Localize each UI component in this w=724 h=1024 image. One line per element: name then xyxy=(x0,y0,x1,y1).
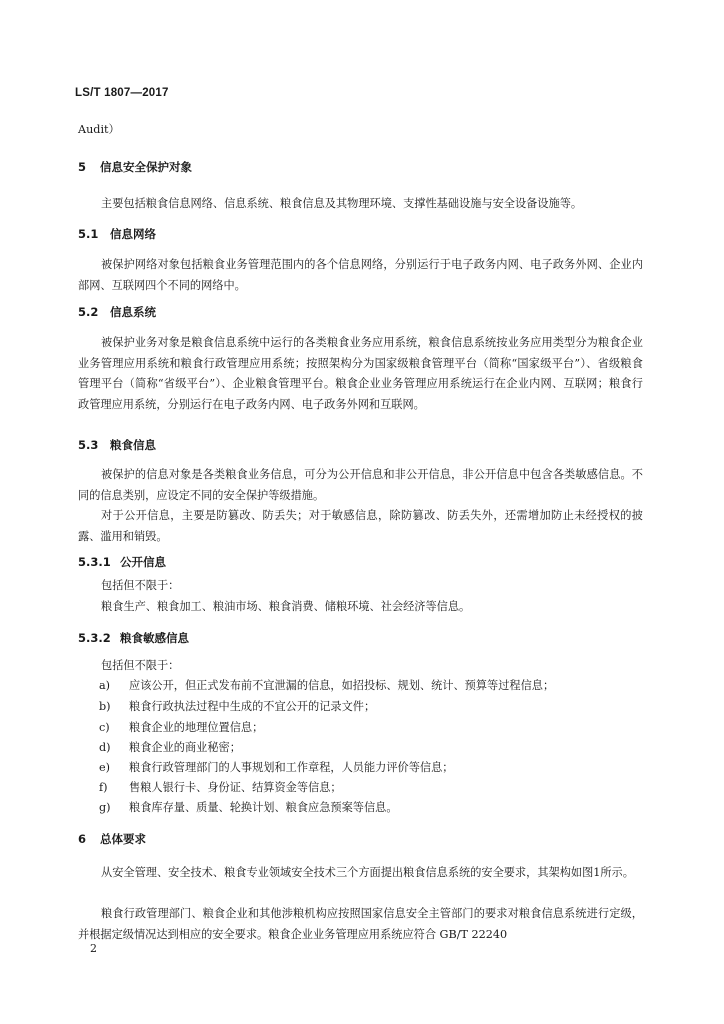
list-item-text: 应该公开，但正式发布前不宜泄漏的信息，如招投标、规划、统计、预算等过程信息； xyxy=(129,679,555,692)
list-item-marker: b) xyxy=(99,700,111,713)
section-number: 5.3.1 xyxy=(78,555,111,569)
list-item xyxy=(99,739,241,755)
section-5-3-2-heading xyxy=(78,628,643,649)
section-5-3-heading xyxy=(78,435,643,456)
section-5-2-body: 被保护业务对象是粮食信息系统中运行的各类粮食业务应用系统，粮食信息系统按业务应用类型分为粮食企业业务管理应用系统和粮食行政管理应用系统；按照架构分为国家级粮食管理平台（简称“国家级平台”）、省级粮食管理平台（简称“省级平台”）、企业粮食管理平台。粮食企业业务管理应用系统运行在企业内网、互联网；粮食行政管理应用系统，分别运行在电子政务内网、电子政务外网和互联网。 xyxy=(78,336,643,411)
section-5-1-heading xyxy=(78,224,643,245)
section-5-heading xyxy=(78,157,643,178)
list-item xyxy=(99,719,263,735)
list-item xyxy=(99,759,453,775)
section-5-3-1-heading xyxy=(78,552,643,573)
list-item-text: 粮食企业的商业秘密； xyxy=(129,741,241,754)
page-number: 2 xyxy=(90,942,97,955)
section-number: 5.3.2 xyxy=(78,631,111,645)
list-item-text: 粮食行政执法过程中生成的不宜公开的记录文件； xyxy=(129,700,376,713)
list-item-text: 粮食行政管理部门的人事规划和工作章程，人员能力评价等信息； xyxy=(129,761,454,774)
section-number: 5.3 xyxy=(78,438,99,452)
section-title: 粮食信息 xyxy=(110,438,156,452)
prev-page-continuation: Audit） xyxy=(78,123,120,136)
section-5-2-heading xyxy=(78,302,643,323)
section-title: 信息安全保护对象 xyxy=(100,160,192,174)
section-number: 5 xyxy=(78,160,87,174)
section-5-3-2-intro: 包括但不限于： xyxy=(101,659,180,672)
list-item-text: 粮食库存量、质量、轮换计划、粮食应急预案等信息。 xyxy=(129,801,398,814)
list-item-marker: d) xyxy=(99,741,111,754)
section-title: 信息网络 xyxy=(110,227,156,241)
section-number: 5.1 xyxy=(78,227,99,241)
section-title: 总体要求 xyxy=(100,832,146,846)
list-item xyxy=(99,677,554,693)
list-item-marker: g) xyxy=(99,801,111,814)
list-item-marker: f) xyxy=(99,781,108,794)
list-item-marker: c) xyxy=(99,721,110,734)
section-6-body-1: 从安全管理、安全技术、粮食专业领域安全技术三个方面提出粮食信息系统的安全要求，其架构如图1所示。 xyxy=(101,866,634,879)
section-5-body: 主要包括粮食信息网络、信息系统、粮食信息及其物理环境、支撑性基础设施与安全设备设施等。 xyxy=(101,197,583,210)
list-item-text: 售粮人银行卡、身份证、结算资金等信息； xyxy=(129,781,342,794)
section-5-3-body-2: 对于公开信息，主要是防篡改、防丢失；对于敏感信息，除防篡改、防丢失外，还需增加防止未经授权的披露、滥用和销毁。 xyxy=(78,509,643,543)
list-item xyxy=(99,779,342,795)
section-number: 6 xyxy=(78,832,87,846)
list-item-marker: a) xyxy=(99,679,111,692)
section-5-3-body-1: 被保护的信息对象是各类粮食业务信息，可分为公开信息和非公开信息，非公开信息中包含各类敏感信息。不同的信息类别，应设定不同的安全保护等级措施。 xyxy=(78,468,643,502)
list-item-text: 粮食企业的地理位置信息； xyxy=(129,721,264,734)
section-5-3-1-body: 粮食生产、粮食加工、粮油市场、粮食消费、储粮环境、社会经济等信息。 xyxy=(101,600,471,613)
section-number: 5.2 xyxy=(78,305,99,319)
list-item xyxy=(99,698,375,714)
list-item xyxy=(99,799,398,815)
section-5-3-1-intro: 包括但不限于： xyxy=(101,579,180,592)
doc-header-code: LS/T 1807—2017 xyxy=(75,87,169,99)
section-6-body-2: 粮食行政管理部门、粮食企业和其他涉粮机构应按照国家信息安全主管部门的要求对粮食信息系统进行定级，并根据定级情况达到相应的安全要求。粮食企业业务管理应用系统应符合 GB/T 22240 xyxy=(78,907,643,941)
list-item-marker: e) xyxy=(99,761,110,774)
section-5-1-body: 被保护网络对象包括粮食业务管理范围内的各个信息网络，分别运行于电子政务内网、电子政务外网、企业内部网、互联网四个不同的网络中。 xyxy=(78,258,643,292)
section-title: 公开信息 xyxy=(120,555,166,569)
section-title: 粮食敏感信息 xyxy=(120,631,189,645)
section-6-heading xyxy=(78,829,643,850)
section-title: 信息系统 xyxy=(110,305,156,319)
